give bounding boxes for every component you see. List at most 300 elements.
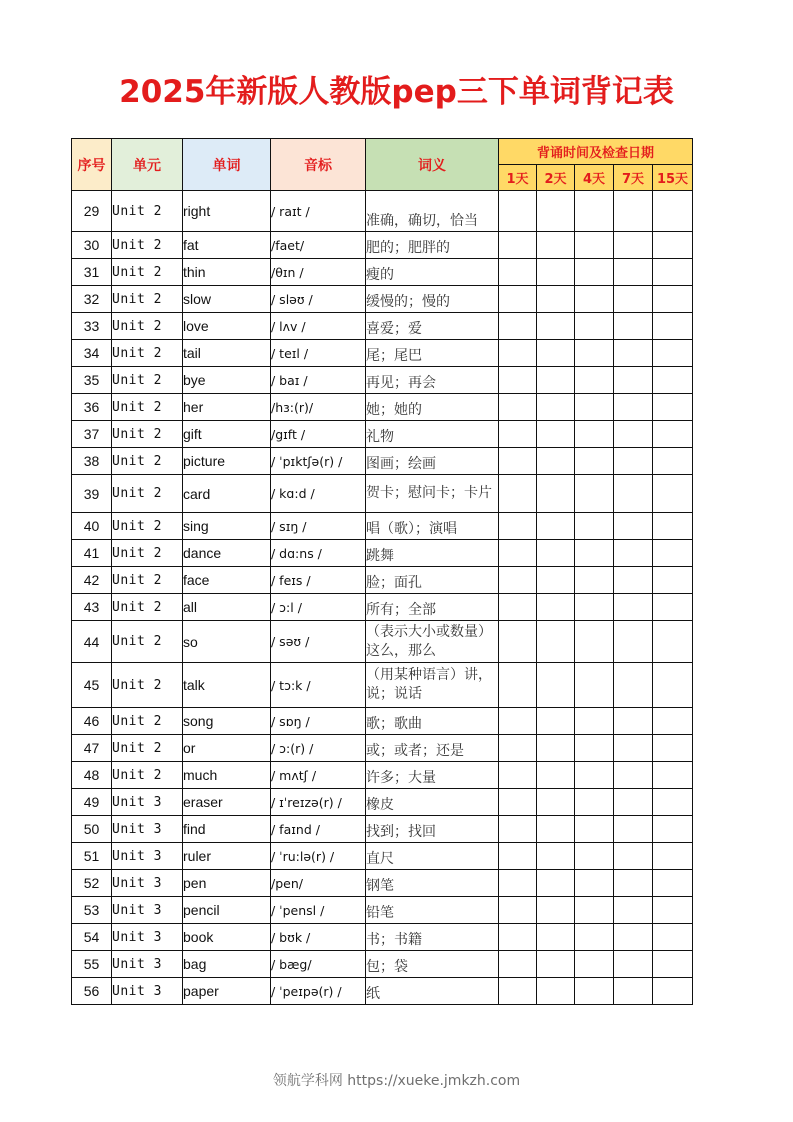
row-word: picture [183,448,271,475]
row-number: 40 [72,513,112,540]
table-body [72,191,693,1005]
table-row [72,340,693,367]
check-cell-day-1[interactable] [499,870,537,897]
table-row [72,789,693,816]
row-meaning: 脸；面孔 [366,567,499,594]
check-cell-day-4[interactable] [575,897,614,924]
check-cell-day-2[interactable] [537,924,575,951]
check-cell-day-1[interactable] [499,367,537,394]
row-unit: Unit 2 [112,663,183,708]
row-number: 56 [72,978,112,1005]
check-cell-day-4[interactable] [575,448,614,475]
row-number: 41 [72,540,112,567]
row-meaning: 跳舞 [366,540,499,567]
check-cell-day-1[interactable] [499,448,537,475]
table-row [72,594,693,621]
check-cell-day-7[interactable] [614,594,653,621]
row-ipa: / ˈpɪktʃə(r) / [271,448,366,475]
row-number: 47 [72,735,112,762]
row-meaning: 纸 [366,978,499,1005]
check-cell-day-2[interactable] [537,843,575,870]
check-cell-day-7[interactable] [614,951,653,978]
check-cell-day-2[interactable] [537,513,575,540]
check-cell-day-7[interactable] [614,421,653,448]
row-unit: Unit 2 [112,191,183,232]
check-cell-day-1[interactable] [499,594,537,621]
document-title: 2025年新版人教版pep三下单词背记表 [119,74,674,110]
check-cell-day-1[interactable] [499,663,537,708]
row-word: ruler [183,843,271,870]
row-meaning: 图画；绘画 [366,448,499,475]
row-meaning: 她；她的 [366,394,499,421]
check-cell-day-1[interactable] [499,789,537,816]
check-cell-day-2[interactable] [537,951,575,978]
row-word: find [183,816,271,843]
check-cell-day-7[interactable] [614,735,653,762]
check-cell-day-15[interactable] [653,367,693,394]
row-number: 29 [72,191,112,232]
check-cell-day-1[interactable] [499,313,537,340]
check-cell-day-7[interactable] [614,232,653,259]
check-cell-day-1[interactable] [499,513,537,540]
row-number: 34 [72,340,112,367]
check-cell-day-4[interactable] [575,843,614,870]
row-word: much [183,762,271,789]
row-word: song [183,708,271,735]
row-ipa: / ɔ:(r) / [271,735,366,762]
row-meaning: 书；书籍 [366,924,499,951]
row-unit: Unit 3 [112,816,183,843]
check-cell-day-4[interactable] [575,340,614,367]
row-word: bag [183,951,271,978]
check-cell-day-7[interactable] [614,475,653,513]
row-meaning: 直尺 [366,843,499,870]
check-cell-day-2[interactable] [537,789,575,816]
row-number: 49 [72,789,112,816]
check-cell-day-15[interactable] [653,594,693,621]
check-cell-day-2[interactable] [537,232,575,259]
table-row [72,708,693,735]
check-cell-day-15[interactable] [653,448,693,475]
check-cell-day-4[interactable] [575,191,614,232]
check-cell-day-2[interactable] [537,540,575,567]
row-unit: Unit 2 [112,286,183,313]
row-word: fat [183,232,271,259]
row-ipa: /faet/ [271,232,366,259]
check-cell-day-4[interactable] [575,286,614,313]
check-cell-day-4[interactable] [575,594,614,621]
check-cell-day-15[interactable] [653,313,693,340]
row-meaning: 包；袋 [366,951,499,978]
row-word: pen [183,870,271,897]
header-word: 单词 [183,139,271,191]
row-ipa: / ɪˈreɪzə(r) / [271,789,366,816]
row-meaning: 尾；尾巴 [366,340,499,367]
check-cell-day-7[interactable] [614,340,653,367]
row-unit: Unit 2 [112,340,183,367]
check-cell-day-7[interactable] [614,816,653,843]
row-word: bye [183,367,271,394]
row-meaning: 肥的；肥胖的 [366,232,499,259]
row-word: talk [183,663,271,708]
row-ipa: /hɜ:(r)/ [271,394,366,421]
check-cell-day-7[interactable] [614,870,653,897]
row-number: 35 [72,367,112,394]
header-check-group: 背诵时间及检查日期 [499,139,693,165]
table-row [72,978,693,1005]
row-ipa: / ˈpensl / [271,897,366,924]
check-cell-day-4[interactable] [575,232,614,259]
check-cell-day-4[interactable] [575,567,614,594]
row-unit: Unit 2 [112,735,183,762]
table-row [72,421,693,448]
row-number: 37 [72,421,112,448]
row-unit: Unit 2 [112,513,183,540]
check-cell-day-2[interactable] [537,816,575,843]
header-day-2: 2天 [537,165,575,191]
check-cell-day-15[interactable] [653,621,693,663]
check-cell-day-1[interactable] [499,951,537,978]
check-cell-day-4[interactable] [575,708,614,735]
check-cell-day-4[interactable] [575,870,614,897]
row-number: 55 [72,951,112,978]
row-ipa: / faɪnd / [271,816,366,843]
row-ipa: / sɪŋ / [271,513,366,540]
table-row [72,735,693,762]
row-meaning: 找到；找回 [366,816,499,843]
table-row [72,816,693,843]
check-cell-day-7[interactable] [614,897,653,924]
row-ipa: / mʌtʃ / [271,762,366,789]
check-cell-day-1[interactable] [499,340,537,367]
check-cell-day-7[interactable] [614,286,653,313]
row-word: thin [183,259,271,286]
row-word: paper [183,978,271,1005]
check-cell-day-7[interactable] [614,259,653,286]
check-cell-day-1[interactable] [499,394,537,421]
table-row [72,475,693,513]
row-number: 39 [72,475,112,513]
row-ipa: /pen/ [271,870,366,897]
check-cell-day-7[interactable] [614,621,653,663]
header-day-1: 1天 [499,165,537,191]
row-meaning: 瘦的 [366,259,499,286]
check-cell-day-2[interactable] [537,394,575,421]
row-ipa: /θɪn / [271,259,366,286]
row-meaning: 唱（歌）；演唱 [366,513,499,540]
check-cell-day-15[interactable] [653,816,693,843]
header-meaning: 词义 [366,139,499,191]
row-unit: Unit 2 [112,232,183,259]
row-unit: Unit 2 [112,567,183,594]
header-seq: 序号 [72,139,112,191]
check-cell-day-2[interactable] [537,475,575,513]
row-unit: Unit 3 [112,843,183,870]
table-row [72,843,693,870]
row-ipa: / lʌv / [271,313,366,340]
row-unit: Unit 2 [112,621,183,663]
check-cell-day-4[interactable] [575,789,614,816]
check-cell-day-1[interactable] [499,421,537,448]
check-cell-day-15[interactable] [653,843,693,870]
row-meaning: 再见；再会 [366,367,499,394]
row-meaning: 钢笔 [366,870,499,897]
check-cell-day-2[interactable] [537,286,575,313]
check-cell-day-7[interactable] [614,978,653,1005]
row-meaning: 或；或者；还是 [366,735,499,762]
table-row [72,951,693,978]
row-meaning: 缓慢的；慢的 [366,286,499,313]
check-cell-day-4[interactable] [575,475,614,513]
check-cell-day-4[interactable] [575,621,614,663]
check-cell-day-7[interactable] [614,708,653,735]
check-cell-day-7[interactable] [614,789,653,816]
row-number: 51 [72,843,112,870]
check-cell-day-4[interactable] [575,816,614,843]
check-cell-day-4[interactable] [575,978,614,1005]
check-cell-day-2[interactable] [537,897,575,924]
check-cell-day-4[interactable] [575,394,614,421]
row-number: 30 [72,232,112,259]
check-cell-day-15[interactable] [653,340,693,367]
check-cell-day-1[interactable] [499,816,537,843]
header-day-15: 15天 [653,165,693,191]
check-cell-day-15[interactable] [653,259,693,286]
table-row [72,367,693,394]
table-row [72,286,693,313]
row-unit: Unit 2 [112,394,183,421]
table-row [72,663,693,708]
check-cell-day-2[interactable] [537,567,575,594]
check-cell-day-15[interactable] [653,286,693,313]
row-meaning: （表示大小或数量）这么，那么 [366,621,499,663]
row-number: 45 [72,663,112,708]
check-cell-day-15[interactable] [653,897,693,924]
check-cell-day-2[interactable] [537,870,575,897]
row-number: 53 [72,897,112,924]
check-cell-day-1[interactable] [499,621,537,663]
check-cell-day-2[interactable] [537,594,575,621]
row-ipa: / kɑ:d / [271,475,366,513]
check-cell-day-15[interactable] [653,735,693,762]
row-unit: Unit 3 [112,924,183,951]
check-cell-day-2[interactable] [537,708,575,735]
row-unit: Unit 2 [112,448,183,475]
check-cell-day-1[interactable] [499,762,537,789]
check-cell-day-15[interactable] [653,708,693,735]
table-row [72,191,693,232]
table-row [72,313,693,340]
row-word: pencil [183,897,271,924]
row-number: 36 [72,394,112,421]
check-cell-day-15[interactable] [653,663,693,708]
row-unit: Unit 3 [112,789,183,816]
row-word: sing [183,513,271,540]
row-word: so [183,621,271,663]
check-cell-day-7[interactable] [614,924,653,951]
check-cell-day-2[interactable] [537,191,575,232]
row-meaning: 贺卡；慰问卡；卡片 [366,475,499,513]
check-cell-day-4[interactable] [575,259,614,286]
row-word: tail [183,340,271,367]
row-word: card [183,475,271,513]
check-cell-day-2[interactable] [537,735,575,762]
check-cell-day-4[interactable] [575,762,614,789]
check-cell-day-1[interactable] [499,708,537,735]
row-number: 38 [72,448,112,475]
check-cell-day-2[interactable] [537,259,575,286]
check-cell-day-7[interactable] [614,313,653,340]
row-number: 50 [72,816,112,843]
check-cell-day-2[interactable] [537,367,575,394]
check-cell-day-7[interactable] [614,513,653,540]
check-cell-day-4[interactable] [575,513,614,540]
check-cell-day-7[interactable] [614,762,653,789]
row-ipa: / ˈru:lə(r) / [271,843,366,870]
check-cell-day-2[interactable] [537,621,575,663]
check-cell-day-4[interactable] [575,421,614,448]
check-cell-day-1[interactable] [499,191,537,232]
row-word: right [183,191,271,232]
table-row [72,897,693,924]
row-number: 54 [72,924,112,951]
row-unit: Unit 2 [112,762,183,789]
row-number: 44 [72,621,112,663]
check-cell-day-2[interactable] [537,340,575,367]
row-word: dance [183,540,271,567]
check-cell-day-15[interactable] [653,951,693,978]
row-meaning: 歌；歌曲 [366,708,499,735]
check-cell-day-2[interactable] [537,448,575,475]
check-cell-day-7[interactable] [614,448,653,475]
check-cell-day-4[interactable] [575,663,614,708]
row-ipa: / teɪl / [271,340,366,367]
check-cell-day-1[interactable] [499,286,537,313]
row-ipa: /gɪft / [271,421,366,448]
vocabulary-table [71,138,693,1005]
check-cell-day-1[interactable] [499,567,537,594]
row-word: eraser [183,789,271,816]
check-cell-day-15[interactable] [653,394,693,421]
row-meaning: 所有；全部 [366,594,499,621]
check-cell-day-1[interactable] [499,259,537,286]
row-unit: Unit 3 [112,951,183,978]
row-ipa: / dɑ:ns / [271,540,366,567]
check-cell-day-15[interactable] [653,567,693,594]
check-cell-day-15[interactable] [653,540,693,567]
check-cell-day-15[interactable] [653,870,693,897]
check-cell-day-15[interactable] [653,475,693,513]
table-row [72,567,693,594]
table-row [72,762,693,789]
table-row [72,448,693,475]
row-ipa: / sləʊ / [271,286,366,313]
row-ipa: / raɪt / [271,191,366,232]
table-row [72,394,693,421]
check-cell-day-2[interactable] [537,978,575,1005]
check-cell-day-15[interactable] [653,978,693,1005]
row-unit: Unit 2 [112,708,183,735]
row-word: all [183,594,271,621]
row-ipa: / baɪ / [271,367,366,394]
check-cell-day-15[interactable] [653,232,693,259]
check-cell-day-1[interactable] [499,475,537,513]
row-meaning: 喜爱；爱 [366,313,499,340]
row-unit: Unit 3 [112,897,183,924]
check-cell-day-2[interactable] [537,762,575,789]
row-number: 32 [72,286,112,313]
check-cell-day-15[interactable] [653,789,693,816]
header-day-4: 4天 [575,165,614,191]
row-unit: Unit 3 [112,870,183,897]
header-unit: 单元 [112,139,183,191]
row-ipa: / tɔ:k / [271,663,366,708]
check-cell-day-7[interactable] [614,567,653,594]
check-cell-day-7[interactable] [614,191,653,232]
row-word: face [183,567,271,594]
check-cell-day-7[interactable] [614,367,653,394]
check-cell-day-1[interactable] [499,232,537,259]
row-ipa: / ɔ:l / [271,594,366,621]
check-cell-day-2[interactable] [537,421,575,448]
table-row [72,870,693,897]
check-cell-day-15[interactable] [653,191,693,232]
check-cell-day-4[interactable] [575,735,614,762]
row-number: 43 [72,594,112,621]
row-number: 33 [72,313,112,340]
check-cell-day-1[interactable] [499,897,537,924]
header-day-7: 7天 [614,165,653,191]
check-cell-day-1[interactable] [499,540,537,567]
row-word: slow [183,286,271,313]
check-cell-day-7[interactable] [614,540,653,567]
row-number: 48 [72,762,112,789]
check-cell-day-15[interactable] [653,762,693,789]
row-word: her [183,394,271,421]
check-cell-day-1[interactable] [499,843,537,870]
row-ipa: / bæg/ [271,951,366,978]
check-cell-day-7[interactable] [614,843,653,870]
check-cell-day-4[interactable] [575,313,614,340]
row-word: gift [183,421,271,448]
check-cell-day-15[interactable] [653,513,693,540]
row-ipa: / sɒŋ / [271,708,366,735]
table-row [72,621,693,663]
check-cell-day-2[interactable] [537,313,575,340]
check-cell-day-4[interactable] [575,540,614,567]
check-cell-day-15[interactable] [653,421,693,448]
check-cell-day-4[interactable] [575,367,614,394]
check-cell-day-15[interactable] [653,924,693,951]
check-cell-day-7[interactable] [614,394,653,421]
check-cell-day-1[interactable] [499,735,537,762]
row-unit: Unit 3 [112,978,183,1005]
row-number: 52 [72,870,112,897]
row-meaning: （用某种语言）讲，说；说话 [366,663,499,708]
check-cell-day-1[interactable] [499,924,537,951]
row-ipa: / bʊk / [271,924,366,951]
table-row [72,259,693,286]
check-cell-day-4[interactable] [575,924,614,951]
row-ipa: / ˈpeɪpə(r) / [271,978,366,1005]
row-meaning: 许多；大量 [366,762,499,789]
row-word: or [183,735,271,762]
footer-watermark: 领航学科网 https://xueke.jmkzh.com [272,1073,521,1089]
check-cell-day-2[interactable] [537,663,575,708]
check-cell-day-7[interactable] [614,663,653,708]
check-cell-day-4[interactable] [575,951,614,978]
check-cell-day-1[interactable] [499,978,537,1005]
